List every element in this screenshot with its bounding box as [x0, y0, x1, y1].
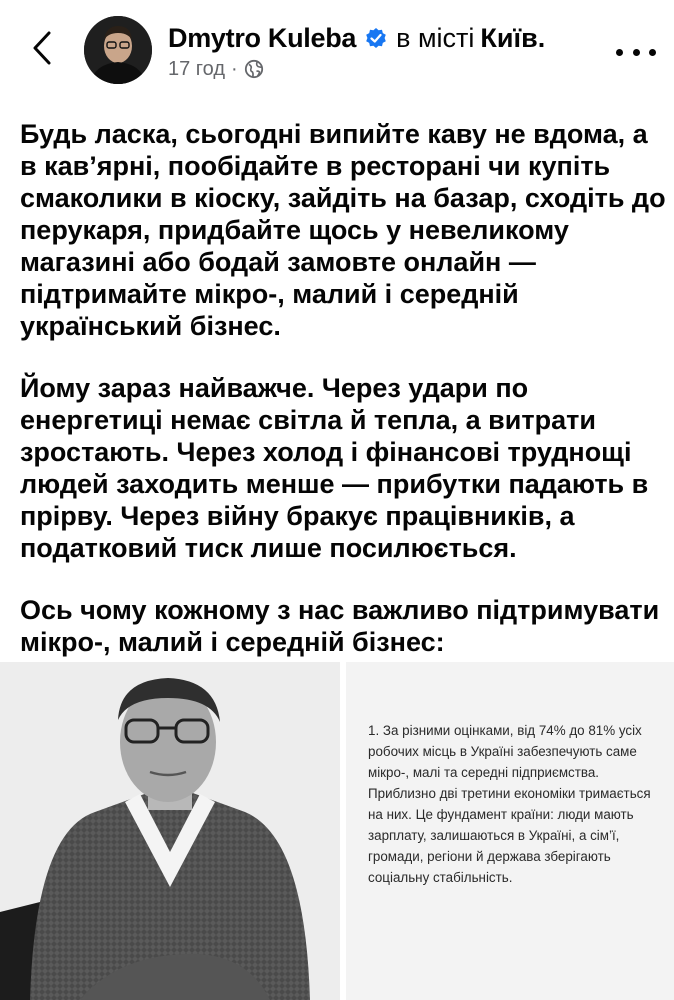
verified-badge-icon [364, 26, 388, 50]
post-header [0, 0, 674, 100]
post-paragraph-2: Йому зараз найважче. Через удари по енергетиці немає світла й тепла, а витрати зростають. Через холод і фінансові труднощі людей заходить менше — прибутки падають в прірву. Через війну бракує працівників, а податковий тиск лише посилюється. [20, 373, 649, 563]
post-meta [168, 56, 264, 82]
chevron-left-icon [31, 30, 53, 66]
more-dot [649, 49, 656, 56]
back-button[interactable] [22, 28, 62, 68]
post-time[interactable]: 17 год [168, 57, 226, 80]
post-body [20, 118, 670, 658]
post-photo[interactable] [0, 662, 340, 1000]
meta-separator: · [231, 57, 238, 80]
location-prefix: в місті [396, 22, 475, 53]
more-options-button[interactable] [616, 40, 656, 64]
author-line [168, 20, 545, 56]
post-media-carousel[interactable] [0, 662, 674, 1000]
post-paragraph-1: Будь ласка, сьогодні випийте каву не вдома, а в кав’ярні, пообідайте в ресторані чи купіть смаколики в кіоску, зайдіть на базар, сходіть до перукаря, придбайте щось у невеликому магазині або бодай замовте онлайн — підтримайте мікро-, малий і середній український бізнес. [20, 119, 666, 341]
slide-text: 1. За різними оцінками, від 74% до 81% усіх робочих місць в Україні забезпечують саме мікро-, малі та середні підприємства. Приблизно дві третини економіки тримається на них. Це фундамент країни: люди мають зарплату, залишаються в Україні, а сім’ї, громади, регіони й держава зберігають соціальну стабільність. [368, 723, 651, 885]
avatar-image [84, 16, 152, 84]
post-slide-card[interactable] [346, 662, 674, 1000]
portrait-image [0, 662, 340, 1000]
more-dot [633, 49, 640, 56]
author-name[interactable]: Dmytro Kuleba [168, 22, 357, 53]
post-paragraph-3: Ось чому кожному з нас важливо підтримувати мікро-, малий і середній бізнес: [20, 595, 660, 657]
avatar[interactable] [84, 16, 152, 84]
location-link[interactable]: Київ. [480, 22, 546, 53]
globe-icon[interactable] [244, 59, 264, 79]
more-horizontal-icon [616, 49, 623, 56]
